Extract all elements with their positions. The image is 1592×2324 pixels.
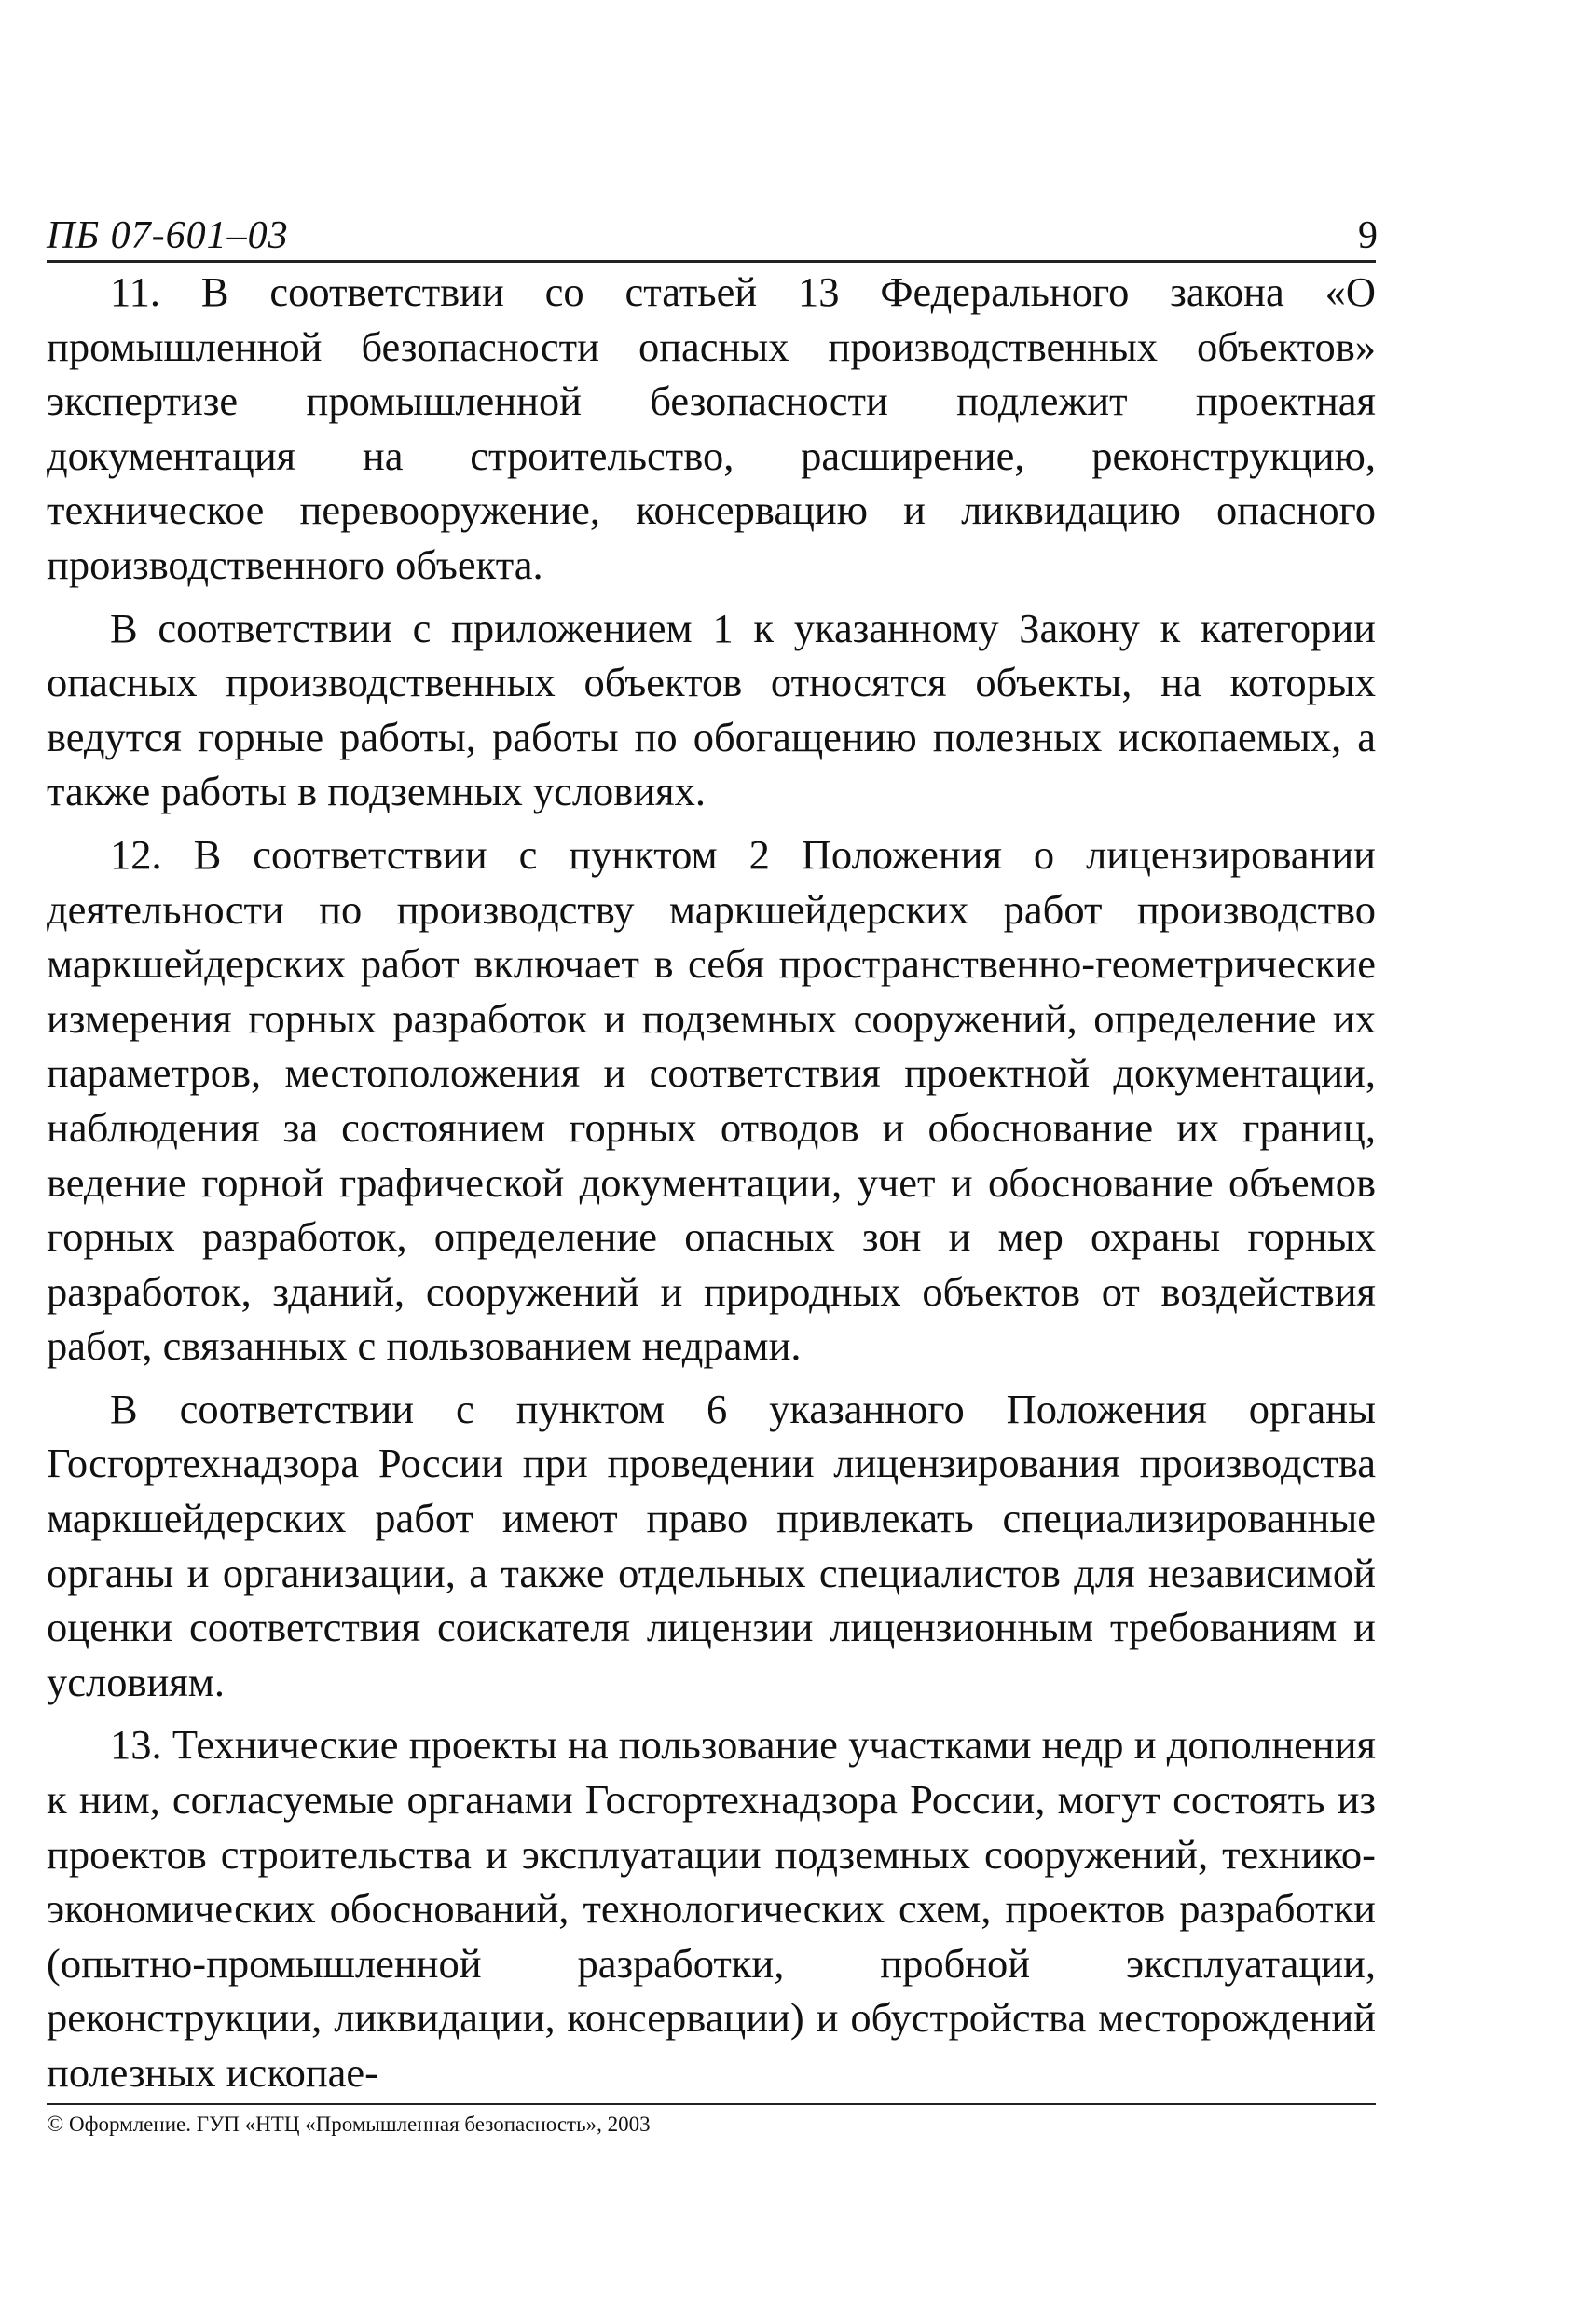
document-code: ПБ 07-601–03 (47, 214, 289, 257)
paragraph-11-continuation: В соответствии с приложением 1 к указанному Закону к категории опасных производственных объектов относятся объекты, на которых ведутся горные работы, работы по обогащению полезных ископаемых, а также работы в подземных условиях. (47, 604, 1376, 815)
colophon-text: Оформление. ГУП «НТЦ «Промышленная безопасность», 2003 (68, 2112, 651, 2136)
paragraph-13: 13. Технические проекты на пользование участками недр и дополнения к ним, согласуемые органами Госгортехнадзора России, могут состоять из проектов строительства и эксплуатации подземных сооружений, технико-экономических обоснований, технологических схем, проектов разработки (опытно-промышленной разработки, пробной эксплуатации, реконструкции, ликвидации, консервации) и обустройства месторождений полезных ископае- (47, 1721, 1376, 2096)
footer-rule (47, 2103, 1376, 2105)
running-header (47, 212, 1378, 259)
colophon (47, 2111, 651, 2139)
header-rule (47, 260, 1376, 263)
page-number: 9 (1358, 214, 1378, 257)
paragraph-11: 11. В соответствии со статьей 13 Федерального закона «О промышленной безопасности опасных производственных объектов» экспертизе промышленной безопасности подлежит проектная документация на строительство, расширение, реконструкцию, техническое перевооружение, консервацию и ликвидацию опасного производственного объекта. (47, 268, 1376, 588)
paragraph-12: 12. В соответствии с пунктом 2 Положения о лицензировании деятельности по производству маркшейдерских работ производство маркшейдерских работ включает в себя пространственно-геометрические измерения горных разработок и подземных сооружений, определение их параметров, местоположения и соответствия проектной документации, наблюдения за состоянием горных отводов и обоснование их границ, ведение горной графической документации, учет и обоснование объемов горных разработок, определение опасных зон и мер охраны горных разработок, зданий, сооружений и природных объектов от воздействия работ, связанных с пользованием недрами. (47, 830, 1376, 1370)
body-text (47, 265, 1376, 2109)
copyright-icon: © (47, 2112, 64, 2137)
paragraph-12-continuation: В соответствии с пунктом 6 указанного Положения органы Госгортехнадзора России при проведении лицензирования производства маркшейдерских работ имеют право привлекать специализированные органы и организации, а также отдельных специалистов для независимой оценки соответствия соискателя лицензии лицензионным требованиям и условиям. (47, 1385, 1376, 1705)
